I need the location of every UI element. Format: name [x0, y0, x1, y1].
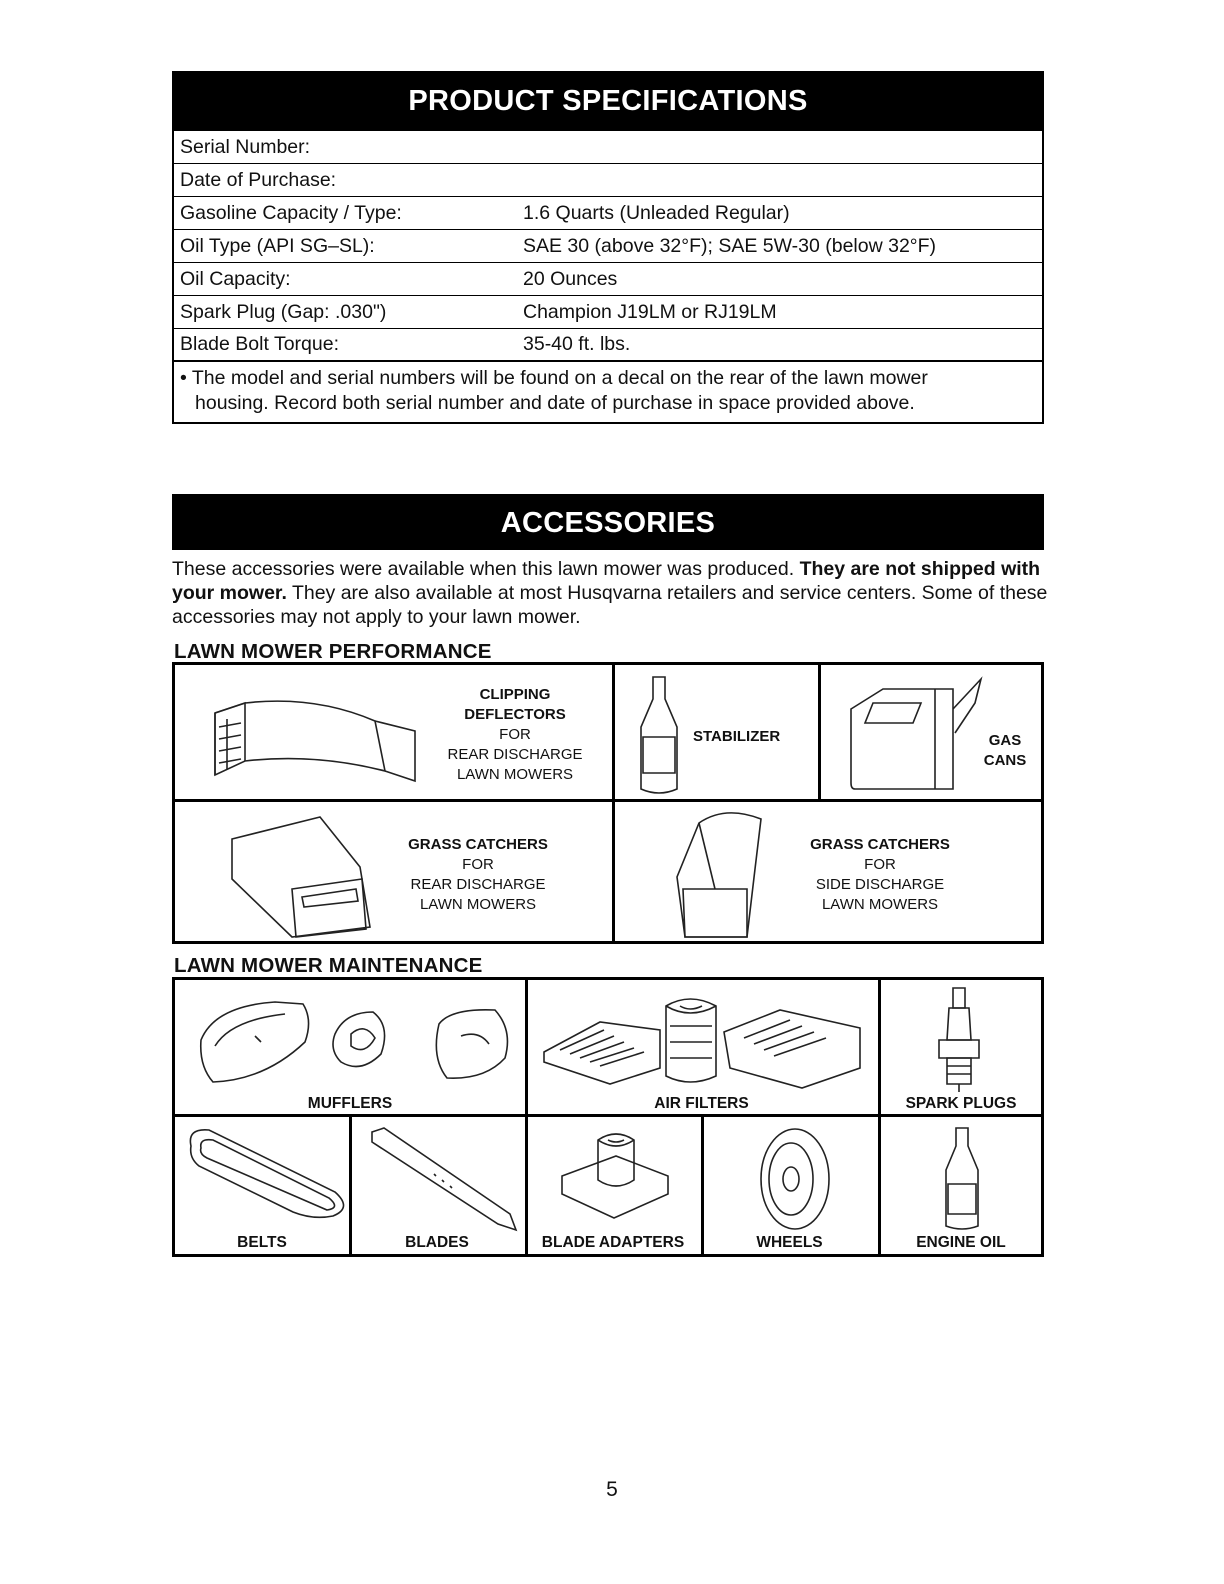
label-line: LAWN MOWERS: [456, 766, 574, 783]
spec-value: 35-40 ft. lbs.: [523, 333, 631, 355]
divider: [525, 980, 528, 1254]
divider: [175, 1114, 1041, 1117]
stabilizer-label: [693, 727, 803, 747]
accessories-title-band: [172, 494, 1044, 550]
bottle-outline: [641, 677, 677, 793]
stabilizer-bottle-icon: [635, 677, 685, 795]
label-line: LAWN MOWERS: [419, 896, 537, 913]
clipping-deflector-illustration: [205, 683, 405, 793]
side-grass-catcher-illustration: [675, 809, 775, 939]
spec-label: Blade Bolt Torque:: [180, 333, 339, 355]
bottle-label: [948, 1184, 976, 1214]
label-line: STABILIZER: [693, 728, 781, 745]
intro-text-2: They are also available at most Husqvarna retailers and service centers. Some of these accessories may not apply to your lawn mower.: [172, 582, 1048, 628]
performance-heading: LAWN MOWER PERFORMANCE: [174, 640, 492, 663]
filter-cylinder: [666, 999, 716, 1082]
spec-row-oil-type: [174, 230, 1042, 263]
blades-illustration: [370, 1128, 520, 1233]
spec-value: 20 Ounces: [523, 267, 618, 290]
filter-cylinder-top: [666, 1006, 716, 1013]
belts-illustration: [183, 1122, 353, 1222]
spec-note-line1: • The model and serial numbers will be found on a decal on the rear of the lawn mower: [180, 367, 928, 389]
spec-value: SAE 30 (above 32°F); SAE 5W-30 (below 32°F): [523, 234, 937, 257]
label-line: GAS: [988, 732, 1022, 749]
plug-hex: [939, 1040, 979, 1058]
spec-label: Serial Number:: [180, 135, 311, 158]
deflector-outline: [215, 701, 385, 775]
label-line: FOR: [499, 726, 531, 743]
label-line: DEFLECTORS: [464, 706, 566, 723]
air-filters-label: AIR FILTERS: [654, 1095, 749, 1112]
spec-note-line2: housing. Record both serial number and date of purchase in space provided above.: [195, 392, 915, 414]
can-body: [851, 689, 953, 789]
filter-flat-pleats: [560, 1030, 644, 1066]
divider: [701, 1114, 704, 1254]
can-handle: [865, 703, 921, 723]
divider: [878, 980, 881, 1254]
spark-plug-icon: [935, 988, 985, 1092]
spec-value: Champion J19LM or RJ19LM: [523, 300, 777, 323]
air-filters-illustration: [540, 992, 870, 1087]
wheel-icon: [755, 1125, 835, 1235]
label-line: REAR DISCHARGE: [410, 876, 546, 893]
spec-value: 1.6 Quarts (Unleaded Regular): [523, 201, 790, 224]
spec-note: [174, 362, 1042, 422]
spec-label: Spark Plug (Gap: .030"): [180, 300, 387, 323]
mufflers-label: MUFFLERS: [307, 1095, 393, 1112]
label-line: FOR: [864, 856, 896, 873]
blade-adapters-illustration: [560, 1128, 670, 1228]
engine-oil-label: ENGINE OIL: [916, 1234, 1006, 1251]
intro-text-1: These accessories were available when this lawn mower was produced.: [172, 558, 800, 580]
divider: [175, 799, 1041, 802]
deflector-grid: [219, 723, 241, 763]
blade-holes: [434, 1174, 452, 1188]
spec-label: Oil Type (API SG–SL):: [180, 234, 375, 257]
specs-title: PRODUCT SPECIFICATIONS: [408, 85, 808, 117]
label-line: GRASS CATCHERS: [810, 836, 950, 853]
label-line: LAWN MOWERS: [821, 896, 939, 913]
wheels-label: WHEELS: [756, 1234, 823, 1251]
engine-oil-bottle-icon: [940, 1128, 984, 1230]
specs-table: [172, 129, 1044, 424]
label-line: GRASS CATCHERS: [408, 836, 548, 853]
muffler-round: [333, 1012, 385, 1067]
catcher-bag: [677, 813, 761, 937]
blade-adapters-label: BLADE ADAPTERS: [541, 1234, 685, 1251]
page-number: 5: [606, 1478, 618, 1501]
side-catchers-label: [795, 835, 965, 915]
accessories-intro: [172, 557, 1052, 629]
belts-label: BELTS: [237, 1234, 287, 1251]
divider: [612, 665, 615, 941]
adapter-base: [562, 1156, 668, 1218]
label-line: SIDE DISCHARGE: [815, 876, 945, 893]
maintenance-heading: LAWN MOWER MAINTENANCE: [174, 954, 483, 977]
filter-cylinder-mesh: [670, 1026, 712, 1058]
spec-row-date: [174, 164, 1042, 197]
gas-cans-label: [975, 731, 1035, 771]
plug-thread: [947, 1058, 971, 1084]
wheel-rim: [769, 1143, 813, 1215]
intro-bold: They are not shipped with your mower.: [172, 558, 1041, 604]
performance-grid: [172, 662, 1044, 944]
clipping-deflectors-label: [425, 685, 605, 785]
muffler-box-inner: [461, 1034, 489, 1044]
catcher-bag: [232, 817, 370, 937]
maintenance-grid: [172, 977, 1044, 1257]
muffler-box: [436, 1010, 507, 1078]
catcher-handle: [302, 889, 358, 907]
gas-can-icon: [843, 679, 983, 791]
spec-row-oil-capacity: [174, 263, 1042, 296]
spec-row-gasoline: [174, 197, 1042, 230]
wheel-hub: [783, 1167, 799, 1191]
can-spout: [953, 679, 981, 733]
muffler-large-inner: [215, 1014, 285, 1046]
blades-label: BLADES: [405, 1234, 469, 1251]
mufflers-illustration: [195, 996, 515, 1086]
filter-box-pleats: [744, 1020, 826, 1056]
spec-label: Oil Capacity:: [180, 267, 291, 290]
accessories-title: ACCESSORIES: [500, 507, 716, 539]
specs-title-band: [172, 71, 1044, 129]
spec-label: Date of Purchase:: [180, 168, 337, 191]
spark-plugs-label: SPARK PLUGS: [905, 1095, 1017, 1112]
label-line: CLIPPING: [479, 686, 551, 703]
spec-row-serial: [174, 131, 1042, 164]
rear-grass-catcher-illustration: [230, 817, 380, 937]
catcher-fold: [699, 823, 715, 889]
belt-outer: [190, 1130, 343, 1218]
label-line: FOR: [462, 856, 494, 873]
spec-row-spark-plug: [174, 296, 1042, 329]
spec-label: Gasoline Capacity / Type:: [180, 201, 402, 224]
spec-row-blade-torque: [174, 329, 1042, 362]
divider: [818, 665, 821, 799]
catcher-frame: [683, 889, 747, 937]
label-line: REAR DISCHARGE: [447, 746, 583, 763]
plug-insulator: [947, 1008, 971, 1040]
muffler-round-inner: [351, 1029, 375, 1050]
plug-terminal: [953, 988, 965, 1008]
blade-body: [372, 1128, 516, 1230]
rear-catchers-label: [393, 835, 563, 915]
label-line: CANS: [983, 752, 1027, 769]
adapter-cylinder-top: [598, 1140, 634, 1146]
bottle-label: [643, 737, 675, 773]
